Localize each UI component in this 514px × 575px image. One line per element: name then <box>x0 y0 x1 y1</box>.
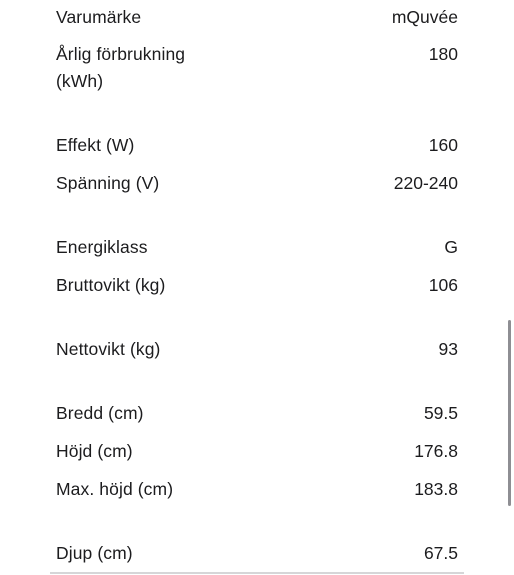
spec-label: Effekt (W) <box>56 135 135 155</box>
spec-value: 220-240 <box>393 173 458 193</box>
spec-label: Max. höjd (cm) <box>56 479 174 499</box>
spec-value: 59.5 <box>423 403 458 423</box>
spec-label: Årlig förbrukning (kWh) <box>56 44 186 91</box>
spec-label: Bruttovikt (kg) <box>56 275 166 295</box>
spec-label: Höjd (cm) <box>56 441 133 461</box>
spec-label: Nettovikt (kg) <box>56 339 161 359</box>
spec-value: 106 <box>428 275 458 295</box>
spec-value: 93 <box>438 339 458 359</box>
spec-label: Spänning (V) <box>56 173 160 193</box>
table-bottom-divider <box>50 572 464 574</box>
spec-value: mQuvée <box>391 7 458 27</box>
spec-value: 160 <box>428 135 458 155</box>
scrollbar-thumb[interactable] <box>508 320 511 506</box>
spec-label: Bredd (cm) <box>56 403 144 423</box>
spec-value: G <box>444 237 458 257</box>
spec-label: Djup (cm) <box>56 543 133 563</box>
spec-label: Varumärke <box>56 7 142 27</box>
spec-label: Energiklass <box>56 237 148 257</box>
spec-value: 176.8 <box>414 441 458 461</box>
spec-value: 180 <box>428 44 458 64</box>
spec-value: 183.8 <box>414 479 458 499</box>
spec-value: 67.5 <box>423 543 458 563</box>
